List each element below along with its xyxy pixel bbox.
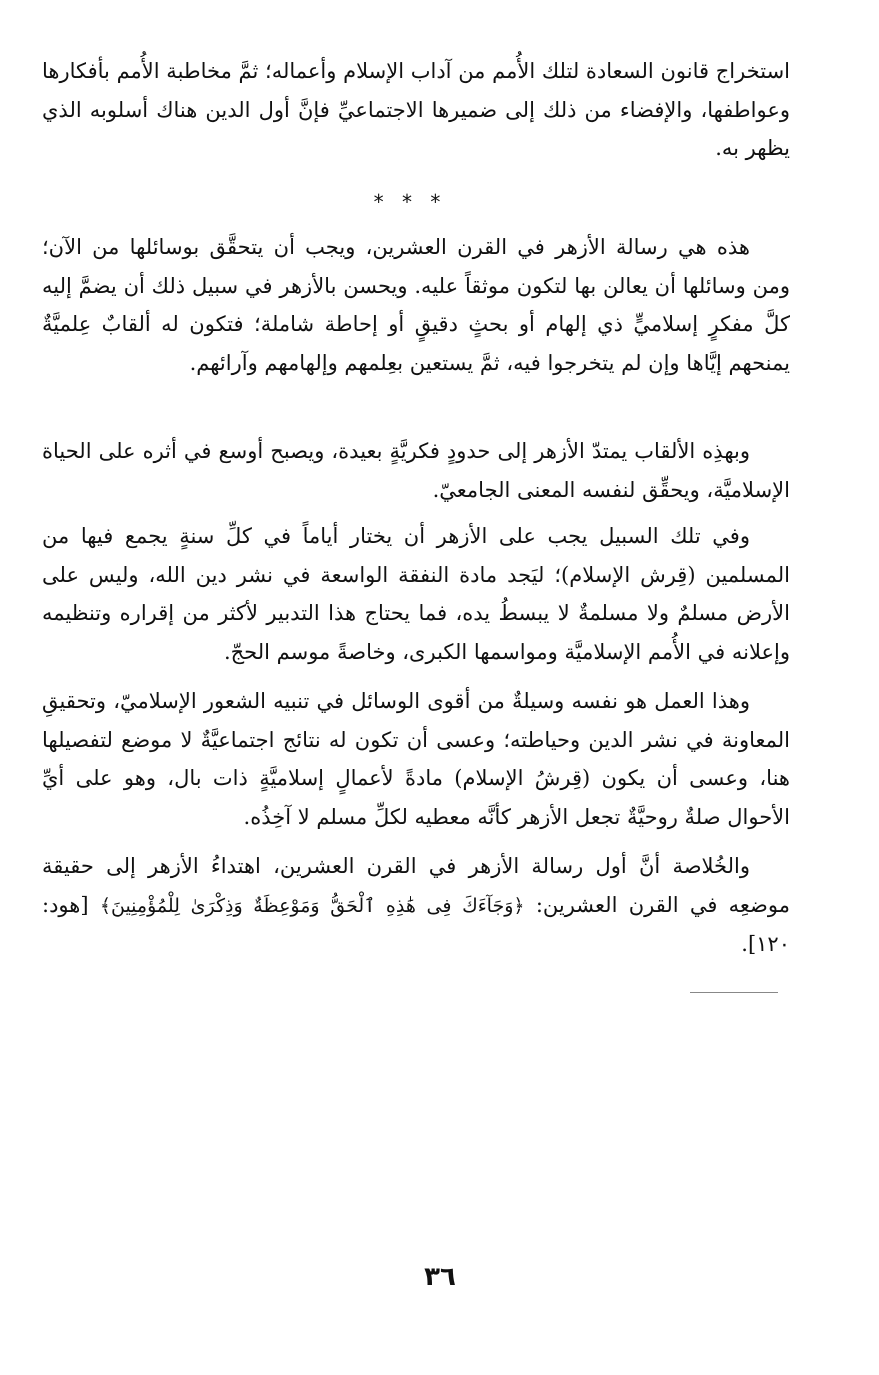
conclusion-text: والخُلاصة أنَّ أول رسالة الأزهر في القرن العشرين، اهتداءُ الأزهر إلى حقيقة موضعِه في القرن العشرين: bbox=[42, 854, 790, 917]
footnote-divider bbox=[690, 992, 778, 993]
paragraph-titles: وبهذِه الألقاب يمتدّ الأزهر إلى حدودٍ فكريَّةٍ بعيدة، ويصبح أوسع في أثره على الحياة الإسلاميَّة، ويحقِّق لنفسه المعنى الجامعيّ. bbox=[42, 439, 790, 502]
paragraph-conclusion bbox=[42, 847, 790, 964]
section-separator: * * * bbox=[373, 190, 447, 214]
verse-reference: [هود: ١٢٠]. bbox=[42, 892, 790, 956]
paragraph-continuation: استخراج قانون السعادة لتلك الأُمم من آداب الإسلام وأعماله؛ ثمَّ مخاطبة الأُمم بأفكارها وعواطفها، والإفضاء من ذلك إلى ضميرها الاجتماعيِّ فإنَّ أول الدين هناك أسلوبه الذي يظهر به. bbox=[42, 59, 790, 160]
page-number: ٣٦ bbox=[424, 1262, 456, 1292]
paragraph-azhar-mission: هذه هي رسالة الأزهر في القرن العشرين، ويجب أن يتحقَّق بوسائلها من الآن؛ ومن وسائلها أن يعالن بها لتكون موثقاً عليه. ويحسن بالأزهر في سبيل ذلك أن يضمَّ إليه كلَّ مفكرٍ إسلاميٍّ ذي إلهام أو بحثٍ دقيقٍ أو إحاطة شاملة؛ فتكون له ألقابٌ عِلميَّةٌ يمنحهم إيَّاها وإن لم يتخرجوا فيه، ثمَّ يستعين بعِلمهم وإلهامهم وآرائهم. bbox=[42, 235, 790, 375]
quran-verse: ﴿وَجَآءَكَ فِى هَٰذِهِ ٱلْحَقُّ وَمَوْعِظَةٌ وَذِكْرَىٰ لِلْمُؤْمِنِينَ﴾ bbox=[99, 894, 525, 917]
paragraph-work-means: وهذا العمل هو نفسه وسيلةٌ من أقوى الوسائل في تنبيه الشعور الإسلاميّ، وتحقيقِ المعاونة في نشر الدين وحياطته؛ وعسى أن تكون له نتائج اجتماعيَّةٌ لا موضع لتفصيلها هنا، وعسى أن يكون (قِرشُ الإسلام) مادةً لأعمالٍ إسلاميَّةٍ ذات بال، وهو على أيِّ الأحوال صلةٌ روحيَّةٌ تجعل الأزهر كأنَّه معطيه لكلِّ مسلم لا آخِذُه. bbox=[42, 689, 790, 829]
paragraph-islam-piaster: وفي تلك السبيل يجب على الأزهر أن يختار أياماً في كلِّ سنةٍ يجمع فيها من المسلمين (قِرش الإسلام)؛ ليَجد مادة النفقة الواسعة في نشر دين الله، وليس على الأرض مسلمٌ ولا مسلمةٌ لا يبسطُ يده، فما يحتاج هذا التدبير لأكثر من إقراره وتنظيمه وإعلانه في الأُمم الإسلاميَّة ومواسمها الكبرى، وخاصةً موسم الحجّ. bbox=[42, 524, 790, 664]
